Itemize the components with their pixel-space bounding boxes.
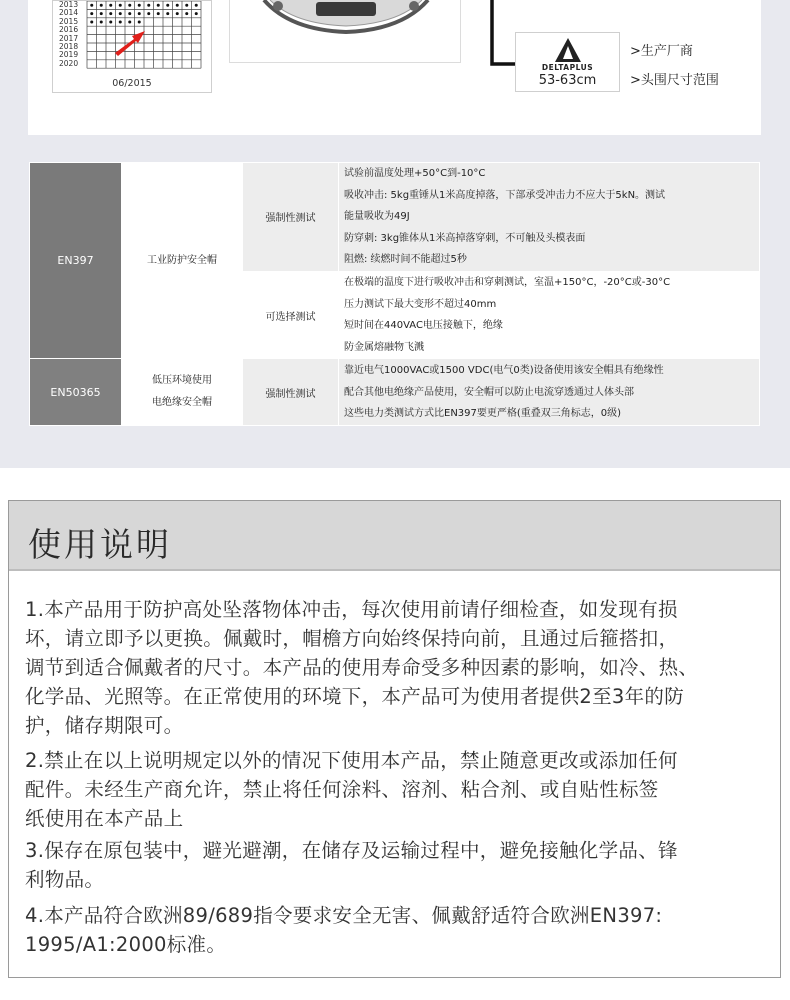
test-requirements: [339, 271, 760, 358]
month-dot: [128, 21, 131, 24]
usage-paragraph-2: [25, 746, 775, 833]
helmet-image: [229, 0, 461, 63]
paragraph-line: 1.本产品用于防护高处坠落物体冲击，每次使用前请仔细检查，如发现有损: [25, 598, 678, 621]
month-dot: [90, 12, 93, 15]
month-dot: [147, 12, 150, 15]
usage-title: 使用说明: [28, 525, 172, 564]
product-info-band: [0, 0, 790, 468]
year-label: 2015: [59, 16, 79, 26]
standard-name: [122, 163, 243, 359]
month-dot: [195, 12, 198, 15]
usage-header: [9, 501, 780, 571]
paragraph-line: 坏，请立即予以更换。佩戴时，帽檐方向始终保持向前，且通过后箍搭扣，: [25, 627, 679, 650]
table-row: [30, 163, 760, 272]
usage-instructions: [8, 500, 781, 978]
month-dot: [138, 12, 141, 15]
paragraph-line: 利物品。: [25, 868, 105, 891]
month-dot: [90, 4, 93, 7]
month-dot: [100, 21, 103, 24]
requirement-line: 防穿刺: 3kg锥体从1米高掉落穿刺，不可触及头模表面: [344, 232, 586, 244]
paragraph-line: 化学品、光照等。在正常使用的环境下，本产品可为使用者提供2至3年的防: [25, 685, 685, 708]
test-type: 强制性测试: [243, 163, 339, 272]
requirement-line: 在极端的温度下进行吸收冲击和穿刺测试，室温+150°C，-20°C或-30°C: [344, 276, 671, 288]
test-requirements: [339, 163, 760, 272]
paragraph-line: 调节到适合佩戴者的尺寸。本产品的使用寿命受多种因素的影响，如冷、热、: [25, 656, 699, 679]
requirement-line: 短时间在440VAC电压接触下，绝缘: [344, 320, 503, 332]
year-label: 2020: [59, 58, 79, 68]
test-type: 可选择测试: [243, 271, 339, 358]
deltaplus-logo-box: [515, 32, 620, 92]
month-dot: [100, 4, 103, 7]
paragraph-line: 1995/A1:2000标准。: [25, 933, 227, 956]
month-dot: [166, 12, 169, 15]
requirement-line: 阻燃: 续燃时间不能超过5秒: [344, 254, 467, 266]
date-code-label: 06/2015: [112, 78, 152, 89]
year-label: 2014: [59, 8, 79, 18]
standard-code: EN50365: [30, 359, 122, 426]
deltaplus-logo-icon: [554, 37, 582, 63]
standard-name-line: 低压环境使用: [152, 375, 212, 387]
month-dot: [128, 12, 131, 15]
standards-table: [29, 162, 760, 426]
standard-code: EN397: [30, 163, 122, 359]
head-size-range: 53-63cm: [538, 73, 597, 88]
requirement-line: 压力测试下最大变形不超过40mm: [344, 298, 497, 310]
month-dot: [109, 21, 112, 24]
year-label: 2018: [59, 42, 79, 52]
standard-name: [122, 359, 243, 426]
paragraph-line: 配件。未经生产商允许，禁止将任何涂料、溶剂、粘合剂、或自贴性标签: [25, 778, 659, 801]
manufacturer-label: >生产厂商: [630, 44, 693, 59]
requirement-line: 配合其他电绝缘产品使用，安全帽可以防止电流穿透通过人体头部: [344, 386, 634, 398]
usage-paragraph-1: [25, 595, 775, 740]
test-requirements: [339, 359, 760, 426]
head-size-label: >头围尺寸范围: [630, 73, 719, 88]
year-label: 2013: [59, 0, 79, 9]
year-label: 2019: [59, 50, 79, 60]
month-dot: [176, 12, 179, 15]
month-dot: [157, 4, 160, 7]
usage-paragraph-4: [25, 901, 775, 959]
month-dot: [195, 4, 198, 7]
month-dot: [119, 12, 122, 15]
standard-name-line: 工业防护安全帽: [147, 254, 217, 266]
month-dot: [90, 21, 93, 24]
year-label: 2016: [59, 25, 79, 35]
requirement-line: 能量吸收为49J: [344, 211, 410, 223]
paragraph-line: 4.本产品符合欧洲89/689指令要求安全无害、佩戴舒适符合欧洲EN397:: [25, 904, 663, 927]
month-dot: [100, 12, 103, 15]
product-marking-card: [28, 0, 761, 135]
month-dot: [147, 4, 150, 7]
requirement-line: 防金属熔融物飞溅: [344, 341, 424, 353]
paragraph-line: 3.保存在原包装中，避光避潮，在储存及运输过程中，避免接触化学品、锋: [25, 839, 678, 862]
table-row: [30, 359, 760, 426]
date-code-grid: [85, 1, 205, 76]
standard-name-line: 电绝缘安全帽: [152, 397, 212, 409]
year-label: 2017: [59, 33, 79, 43]
brand-name: DELTAPLUS: [541, 63, 594, 72]
month-dot: [157, 12, 160, 15]
requirement-line: 靠近电气1000VAC或1500 VDC(电气0类)设备使用该安全帽具有绝缘性: [344, 364, 664, 376]
requirement-line: 试验前温度处理+50°C到-10°C: [344, 168, 486, 179]
date-code-card: [52, 0, 212, 93]
month-dot: [119, 21, 122, 24]
month-dot: [128, 4, 131, 7]
paragraph-line: 护，储存期限可。: [25, 714, 184, 737]
month-dot: [166, 4, 169, 7]
paragraph-line: 2.禁止在以上说明规定以外的情况下使用本产品，禁止随意更改或添加任何: [25, 749, 678, 772]
month-dot: [138, 4, 141, 7]
month-dot: [138, 21, 141, 24]
usage-paragraph-3: [25, 836, 775, 894]
month-dot: [119, 4, 122, 7]
requirement-line: 吸收冲击: 5kg重锤从1米高度掉落，下部承受冲击力不应大于5kN。测试: [344, 189, 666, 201]
month-dot: [185, 12, 188, 15]
requirement-line: 这些电力类测试方式比EN397要更严格(重叠双三角标志，0级): [344, 408, 622, 420]
paragraph-line: 纸使用在本产品上: [25, 807, 184, 830]
month-dot: [109, 12, 112, 15]
month-dot: [176, 4, 179, 7]
month-dot: [109, 4, 112, 7]
month-dot: [185, 4, 188, 7]
test-type: 强制性测试: [243, 359, 339, 426]
helmet-icon: [230, 0, 462, 63]
